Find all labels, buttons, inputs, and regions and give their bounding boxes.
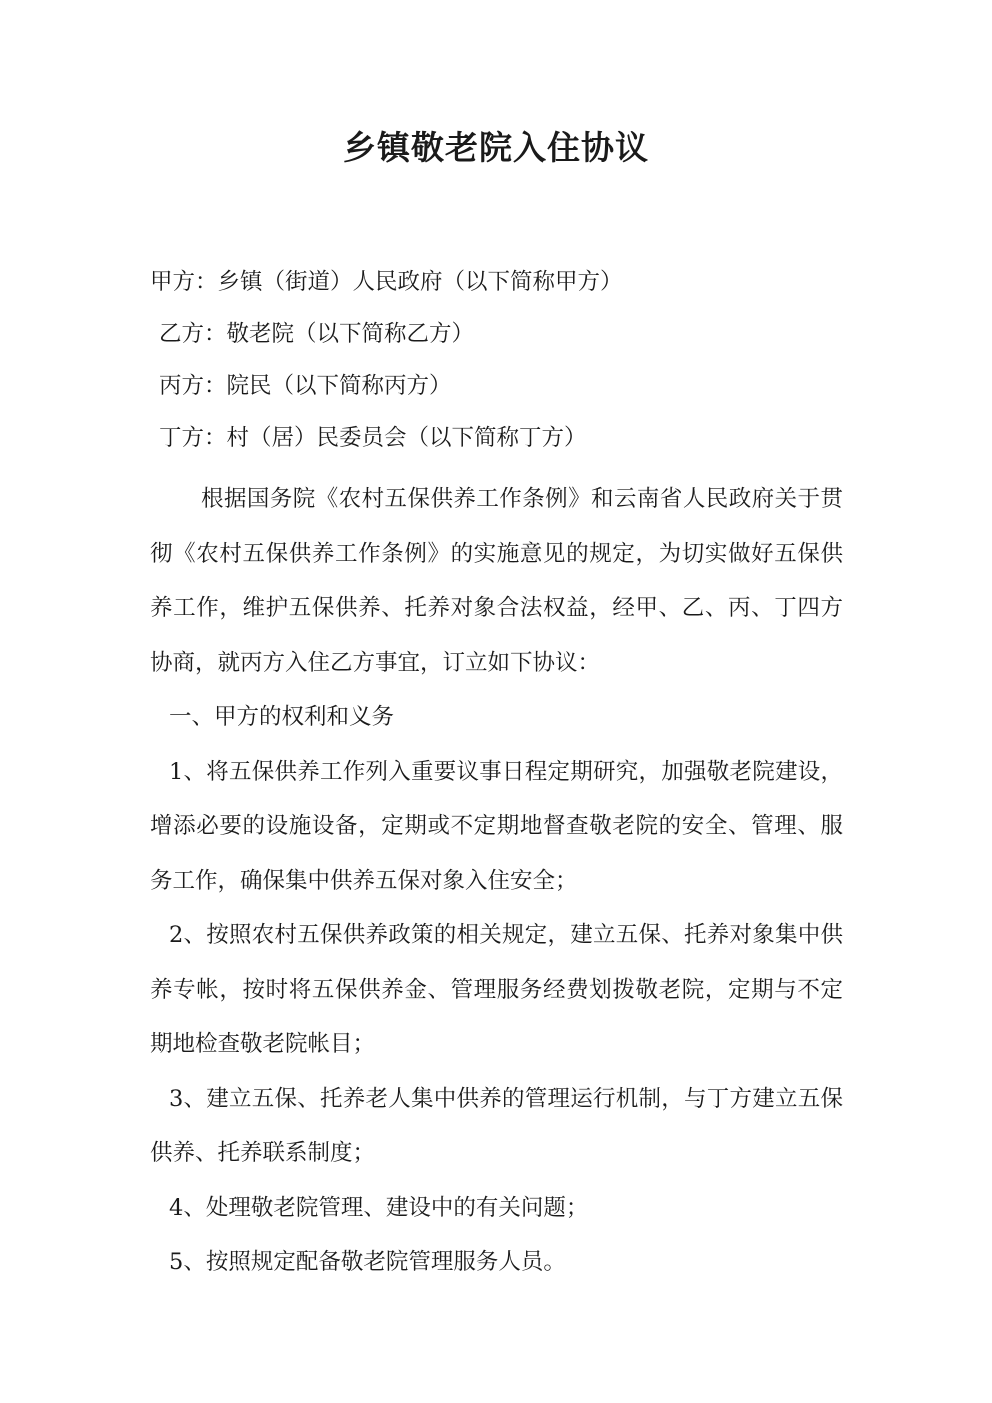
party-a: 甲方：乡镇（街道）人民政府（以下简称甲方） [150, 269, 623, 295]
clause-item: 2、按照农村五保供养政策的相关规定，建立五保、托养对象集中供养专帐，按时将五保供养金、管理服务经费划拨敬老院，定期与不定期地检查敬老院帐目； [150, 922, 843, 1057]
party-d: 丁方：村（居）民委员会（以下简称丁方） [159, 425, 587, 451]
clause-item: 1、将五保供养工作列入重要议事日程定期研究，加强敬老院建设，增添必要的设施设备，定期或不定期地督查敬老院的安全、管理、服务工作，确保集中供养五保对象入住安全； [150, 758, 843, 894]
document-title: 乡镇敬老院入住协议 [343, 128, 649, 167]
section-heading: 一、甲方的权利和义务 [169, 704, 395, 730]
intro-paragraph: 根据国务院《农村五保供养工作条例》和云南省人民政府关于贯彻《农村五保供养工作条例》的实施意见的规定，为切实做好五保供养工作，维护五保供养、托养对象合法权益，经甲、乙、丙、丁四方协商，就丙方入住乙方事宜，订立如下协议： [150, 486, 843, 676]
party-c: 丙方：院民（以下简称丙方） [159, 373, 452, 399]
party-b: 乙方：敬老院（以下简称乙方） [159, 321, 475, 347]
agreement-body [150, 472, 843, 1290]
clause-item: 4、处理敬老院管理、建设中的有关问题； [169, 1194, 589, 1221]
clause-item: 3、建立五保、托养老人集中供养的管理运行机制，与丁方建立五保供养、托养联系制度； [150, 1085, 843, 1166]
clause-item: 5、按照规定配备敬老院管理服务人员。 [169, 1249, 566, 1275]
party-list [150, 256, 850, 464]
